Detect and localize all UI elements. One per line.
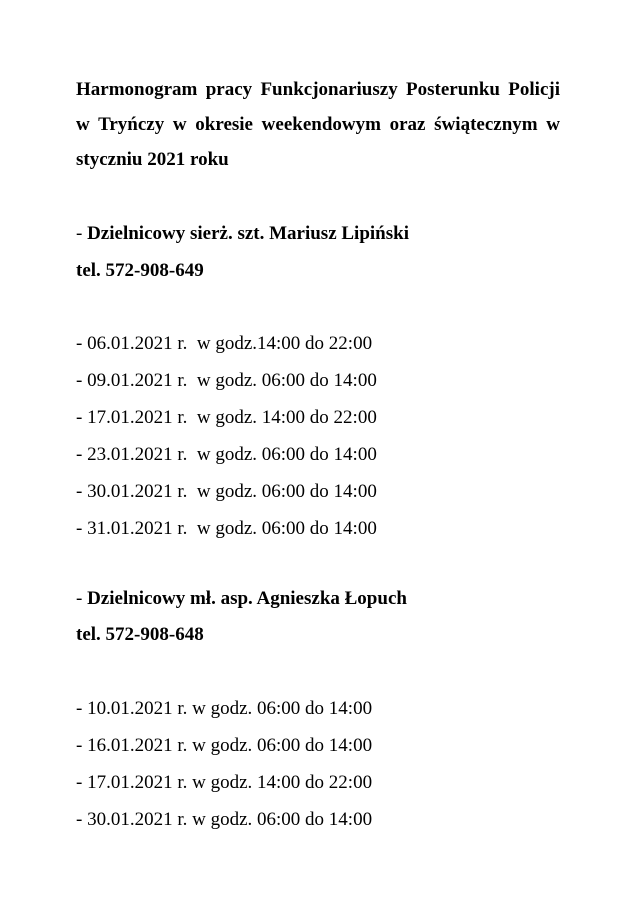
shift-item: - 10.01.2021 r. w godz. 06:00 do 14:00 <box>76 698 373 719</box>
officer-name-prefix: - <box>76 223 88 244</box>
shift-item: - 06.01.2021 r. w godz.14:00 do 22:00 <box>76 333 373 354</box>
shift-list <box>76 325 377 547</box>
shift-item: - 09.01.2021 r. w godz. 06:00 do 14:00 <box>76 370 377 391</box>
officer-phone: tel. 572-908-649 <box>76 260 204 281</box>
officer-phone: tel. 572-908-648 <box>76 624 204 645</box>
shift-item: - 31.01.2021 r. w godz. 06:00 do 14:00 <box>76 518 377 539</box>
shift-item: - 17.01.2021 r. w godz. 14:00 do 22:00 <box>76 772 373 793</box>
officer-name <box>76 222 409 246</box>
officer-name-prefix: - <box>76 588 88 609</box>
shift-item: - 30.01.2021 r. w godz. 06:00 do 14:00 <box>76 481 377 502</box>
shift-item: - 23.01.2021 r. w godz. 06:00 do 14:00 <box>76 444 377 465</box>
shift-item: - 17.01.2021 r. w godz. 14:00 do 22:00 <box>76 407 377 428</box>
officer-name-text: Dzielnicowy mł. asp. Agnieszka Łopuch <box>87 588 407 609</box>
officer-name-text: Dzielnicowy sierż. szt. Mariusz Lipiński <box>87 223 409 244</box>
document-title: Harmonogram pracy Funkcjonariuszy Posterunku Policji w Tryńczy w okresie weekendowym oraz świątecznym w styczniu 2021 roku <box>76 79 560 170</box>
shift-item: - 30.01.2021 r. w godz. 06:00 do 14:00 <box>76 809 373 830</box>
shift-item: - 16.01.2021 r. w godz. 06:00 do 14:00 <box>76 735 373 756</box>
officer-name <box>76 587 407 611</box>
shift-list <box>76 690 372 838</box>
